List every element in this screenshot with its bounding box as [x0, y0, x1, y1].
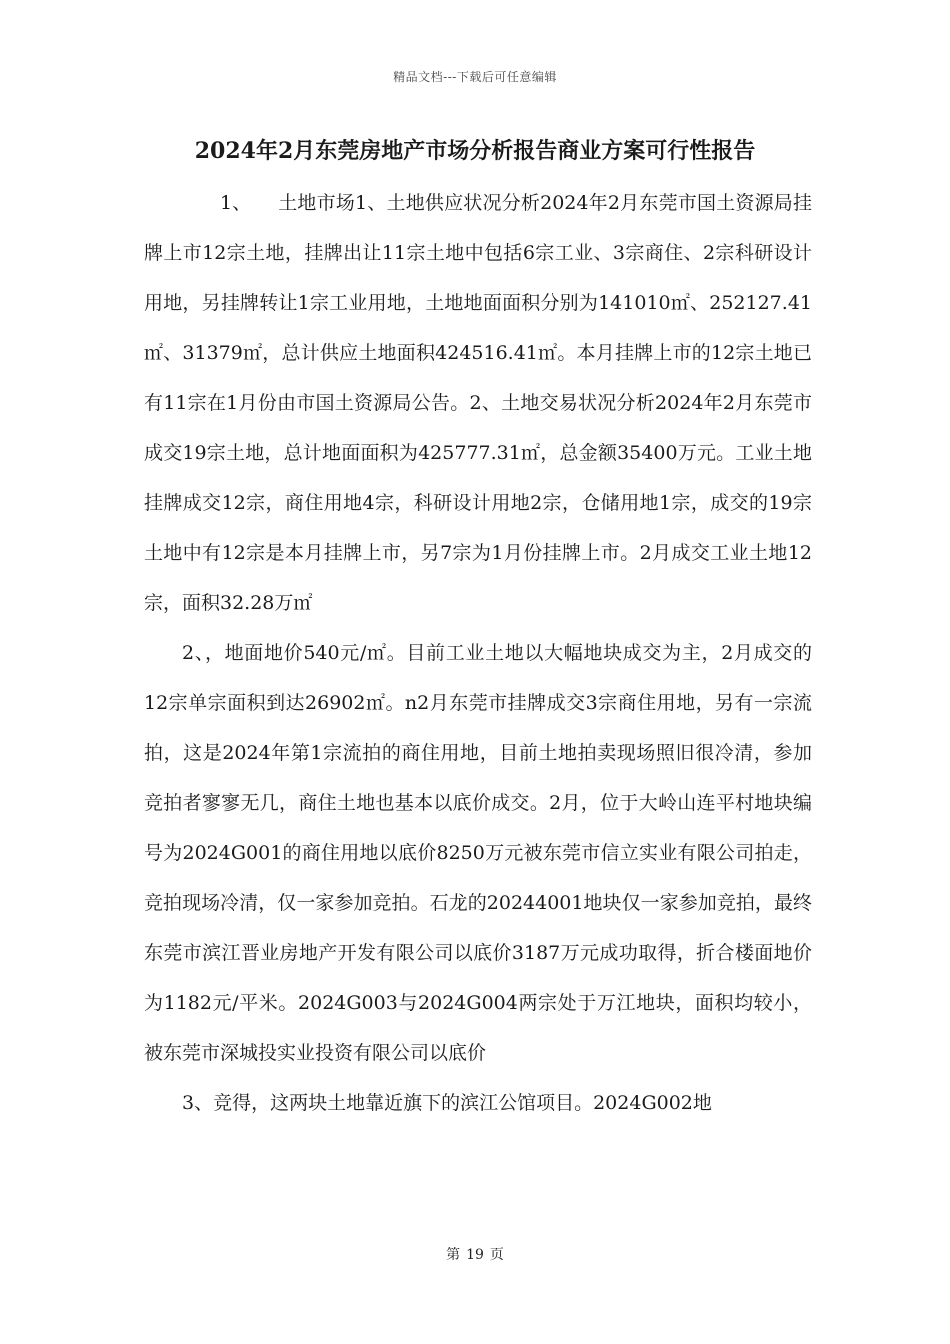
page-footer [0, 1244, 950, 1264]
document-body [144, 178, 812, 1128]
page-number: 19 [466, 1247, 484, 1263]
document-title: 2024年2月东莞房地产市场分析报告商业方案可行性报告 [194, 138, 756, 164]
page-header: 精品文档---下载后可任意编辑 [393, 70, 557, 84]
page-footer-prefix: 第 [446, 1247, 461, 1263]
paragraph-3: 3、竞得，这两块土地靠近旗下的滨江公馆项目。2024G002地 [182, 1092, 712, 1114]
paragraph-1 [144, 178, 812, 628]
page-footer-suffix: 页 [489, 1247, 504, 1263]
paragraph-2: 2、，地面地价540元/㎡。目前工业土地以大幅地块成交为主，2月成交的12宗单宗面积到达26902㎡。n2月东莞市挂牌成交3宗商住用地，另有一宗流拍，这是2024年第1宗流拍的商住用地，目前土地拍卖现场照旧很冷清，参加竞拍者寥寥无几，商住土地也基本以底价成交。2月，位于大岭山连平村地块编号为2024G001的商住用地以底价8250万元被东莞市信立实业有限公司拍走，竞拍现场冷清，仅一家参加竞拍。石龙的20244001地块仅一家参加竞拍，最终东莞市滨江晋业房地产开发有限公司以底价3187万元成功取得，折合楼面地价为1182元/平米。2024G003与2024G004两宗处于万江地块，面积均较小，被东莞市深城投实业投资有限公司以底价 [144, 642, 812, 1064]
paragraph-1-text: 土地市场1、土地供应状况分析2024年2月东莞市国土资源局挂牌上市12宗土地，挂牌出让11宗土地中包括6宗工业、3宗商住、2宗科研设计用地，另挂牌转让1宗工业用地，土地地面面积分别为141010㎡、252127.41㎡、31379㎡，总计供应土地面积424516.41㎡。本月挂牌上市的12宗土地已有11宗在1月份由市国土资源局公告。2、土地交易状况分析2024年2月东莞市成交19宗土地，总计地面面积为425777.31㎡，总金额35400万元。工业土地挂牌成交12宗，商住用地4宗，科研设计用地2宗，仓储用地1宗，成交的19宗土地中有12宗是本月挂牌上市，另7宗为1月份挂牌上市。2月成交工业土地12宗，面积32.28万㎡ [144, 192, 812, 614]
paragraph-1-number: 1、 [220, 192, 252, 214]
